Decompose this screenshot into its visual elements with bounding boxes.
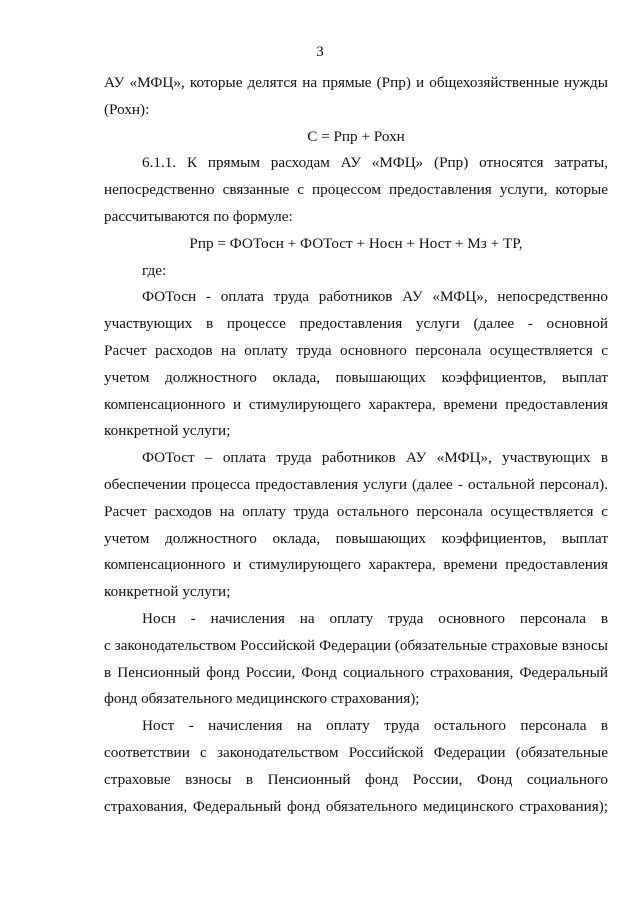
text-line: рассчитываются по формуле: [104,207,293,225]
text-line: конкретной услуги; [104,422,231,440]
formula-direct-cost: Рпр = ФОТосн + ФОТост + Носн + Ност + Мз + ТР, [189,234,523,252]
text-line: участвующих в процессе предоставления услуги (далее - основной [104,315,608,333]
formula-total-cost: С = Рпр + Рохн [307,127,405,145]
definition-nost: Ност - начисления на оплату труда остального персонала в [142,717,608,735]
text-line: компенсационного и стимулирующего характера, времени предоставления [104,556,608,574]
body-text-block-1 [104,70,608,820]
text-line: Расчет расходов на оплату труда основного персонала осуществляется с [104,341,608,359]
text-line: Расчет расходов на оплату труда остального персонала осуществляется с [104,502,608,520]
text-line: фонд обязательного медицинского страхования); [104,690,420,708]
text-line: непосредственно связанные с процессом предоставления услуги, которые [104,181,608,199]
text-line: обеспечении процесса предоставления услуги (далее - остальной персонал). [104,475,608,493]
text-line: учетом должностного оклада, повышающих коэффициентов, выплат [104,368,608,386]
definition-fot-ost: ФОТост – оплата труда работников АУ «МФЦ», участвующих в [142,449,608,467]
text-line: страхования, Федеральный фонд обязательного медицинского страхования); [104,797,608,815]
text-line: с законодательством Российской Федерации (обязательные страховые взносы [104,636,608,654]
page-number: 3 [316,44,324,60]
definition-nosn: Носн - начисления на оплату труда основного персонала в [142,609,608,627]
text-line: страховые взносы в Пенсионный фонд России, Фонд социального [104,770,608,788]
text-line: компенсационного и стимулирующего характера, времени предоставления [104,395,608,413]
text-line: (Рохн): [104,100,150,118]
text-line: где: [142,261,167,279]
paragraph-6-1-1-start: 6.1.1. К прямым расходам АУ «МФЦ» (Рпр) относятся затраты, [142,154,608,172]
text-line: в Пенсионный фонд России, Фонд социального страхования, Федеральный [104,663,608,681]
text-line: АУ «МФЦ», которые делятся на прямые (Рпр) и общехозяйственные нужды [104,74,608,91]
definition-fot-osn: ФОТосн - оплата труда работников АУ «МФЦ», непосредственно [142,288,608,306]
text-line: конкретной услуги; [104,583,231,601]
text-line: учетом должностного оклада, повышающих коэффициентов, выплат [104,529,608,547]
text-line: соответствии с законодательством Российской Федерации (обязательные [104,743,608,761]
